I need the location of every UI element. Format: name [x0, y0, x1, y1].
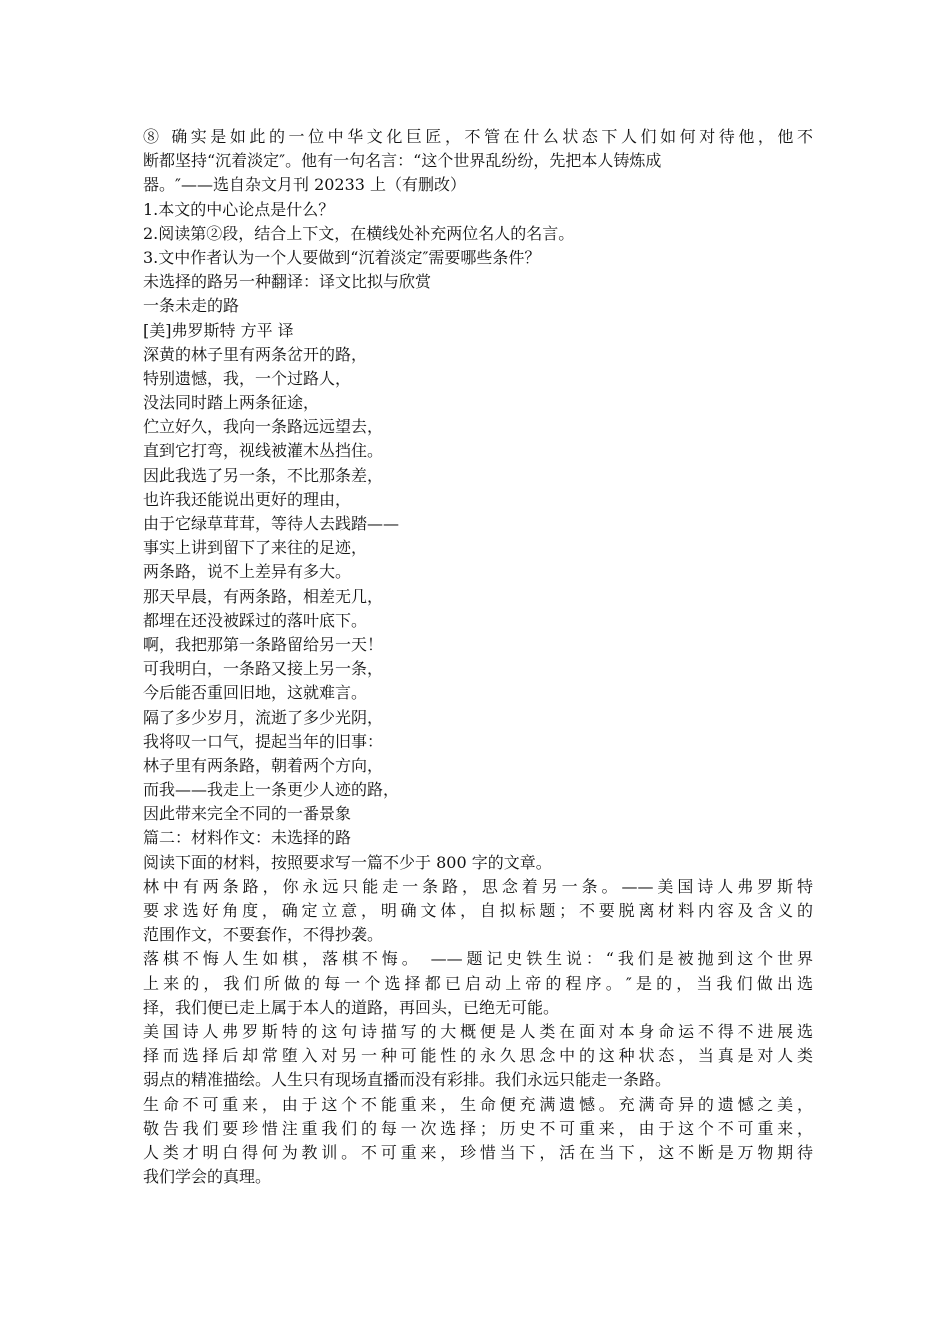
poem-line: 啊，我把那第一条路留给另一天！ — [143, 634, 384, 654]
poem-line: 那天早晨，有两条路，相差无几， — [143, 586, 384, 606]
poem-line: 没法同时踏上两条征途， — [143, 393, 320, 413]
poem-line: 隔了多少岁月，流逝了多少光阴， — [143, 707, 384, 727]
poem-line: 而我——我走上一条更少人迹的路， — [143, 780, 400, 800]
text-line: 林中有两条路，你永远只能走一条路，思念着另一条。——美国诗人弗罗斯特 — [143, 876, 813, 896]
poem-line: 可我明白，一条路又接上另一条， — [143, 659, 384, 679]
text-line: 弱点的精准描绘。人生只有现场直播而没有彩排。我们永远只能走一条路。 — [143, 1070, 672, 1090]
poem-section — [143, 270, 813, 826]
question-item: 1.本文的中心论点是什么？ — [143, 199, 335, 219]
text-line: 敬告我们要珍惜注重我们的每一次选择；历史不可重来，由于这个不可重来， — [143, 1118, 813, 1138]
text-line: 断都坚持“沉着淡定″。他有一句名言：“这个世界乱纷纷，先把本人铸炼成 — [143, 151, 662, 171]
poem-line: 林子里有两条路，朝着两个方向， — [143, 755, 384, 775]
text-line: 上来的，我们所做的每一个选择都已启动上帝的程序。″是的，当我们做出选 — [143, 973, 813, 993]
poem-line: 由于它绿草茸茸，等待人去践踏—— — [143, 514, 400, 533]
poem-line: 都埋在还没被踩过的落叶底下。 — [143, 610, 368, 630]
poem-title: 一条未走的路 — [143, 296, 240, 316]
poem-author: [美]弗罗斯特 方平 译 — [143, 320, 294, 340]
poem-line: 我将叹一口气，提起当年的旧事： — [143, 731, 384, 751]
poem-line: 特别遗憾，我，一个过路人， — [143, 368, 352, 388]
poem-line: 今后能否重回旧地，这就难言。 — [143, 683, 368, 703]
poem-line: 两条路，说不上差异有多大。 — [143, 562, 352, 582]
question-item: 3.文中作者认为一个人要做到“沉着淡定″需要哪些条件？ — [143, 247, 541, 267]
poem-line: 深黄的林子里有两条岔开的路， — [143, 344, 368, 364]
sample-essay — [143, 947, 813, 1189]
questions-list — [143, 198, 813, 271]
text-line: 生命不可重来，由于这个不能重来，生命便充满遗憾。充满奇异的遗憾之美， — [143, 1094, 813, 1114]
text-line: 择而选择后却常堕入对另一种可能性的永久思念中的这种状态，当真是对人类 — [143, 1046, 813, 1066]
poem-line: 因此带来完全不同的一番景象 — [143, 804, 352, 824]
text-line: 落棋不悔人生如棋，落棋不悔。 ——题记史铁生说：“我们是被抛到这个世界 — [143, 949, 813, 969]
text-line: 人类才明白得何为教训。不可重来，珍惜当下，活在当下，这不断是万物期待 — [143, 1142, 813, 1162]
text-line: 美国诗人弗罗斯特的这句诗描写的大概便是人类在面对本身命运不得不进展选 — [143, 1021, 813, 1041]
text-line: 阅读下面的材料，按照要求写一篇不少于 800 字的文章。 — [143, 852, 552, 872]
poem-line: 因此我选了另一条，不比那条差， — [143, 465, 384, 485]
poem-line: 事实上讲到留下了来往的足迹， — [143, 538, 368, 558]
section-heading: 未选择的路另一种翻译：译文比拟与欣赏 — [143, 272, 432, 292]
essay-prompt-section — [143, 826, 813, 947]
source-citation: 器。″——选自杂文月刊 20233 上（有删改） — [143, 175, 467, 195]
poem-line: 伫立好久，我向一条路远远望去， — [143, 417, 384, 437]
text-line: 择，我们便已走上属于本人的道路，再回头，已绝无可能。 — [143, 997, 560, 1017]
essay-excerpt-paragraph — [143, 125, 813, 198]
section-heading: 篇二：材料作文：未选择的路 — [143, 828, 352, 848]
text-line: 范围作文，不要套作，不得抄袭。 — [143, 925, 384, 945]
poem-line: 也许我还能说出更好的理由， — [143, 489, 352, 509]
text-line: ⑧ 确实是如此的一位中华文化巨匠，不管在什么状态下人们如何对待他，他不 — [143, 127, 813, 146]
poem-line: 直到它打弯，视线被灌木丛挡住。 — [143, 441, 384, 461]
text-line: 我们学会的真理。 — [143, 1167, 272, 1187]
text-line: 要求选好角度，确定立意，明确文体，自拟标题；不要脱离材料内容及含义的 — [143, 901, 813, 920]
question-item: 2.阅读第②段，结合上下文，在横线处补充两位名人的名言。 — [143, 223, 575, 243]
document-page — [143, 125, 813, 1189]
